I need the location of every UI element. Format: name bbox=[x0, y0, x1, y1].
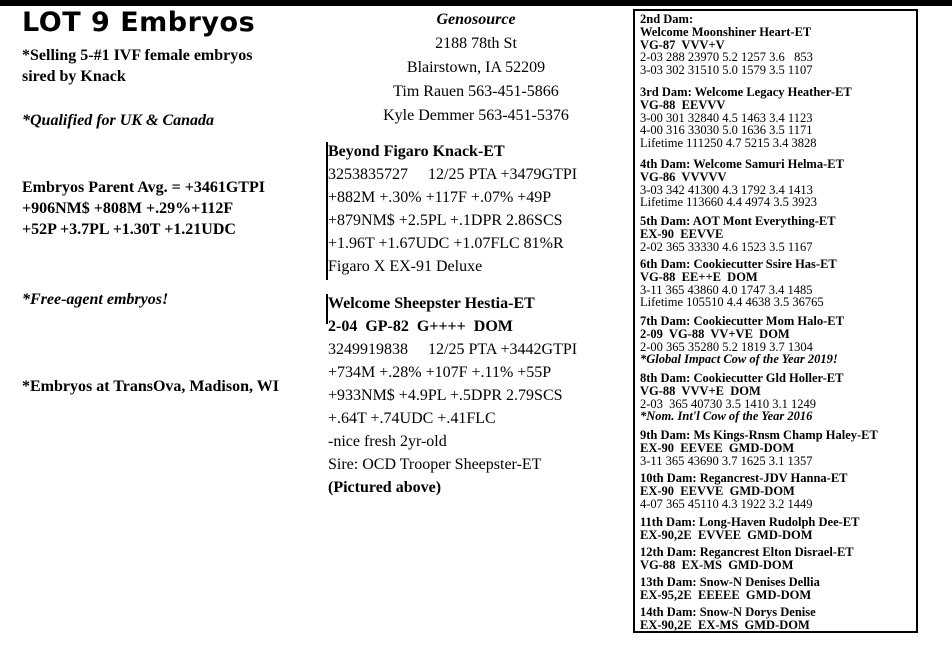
dam-13-class: EX-95,2E EEEEE GMD-DOM bbox=[640, 587, 812, 602]
top-border bbox=[0, 0, 952, 6]
sire-name: Beyond Figaro Knack-ET bbox=[328, 143, 505, 160]
dam-10-class: EX-90 EEVVE GMD-DOM bbox=[640, 483, 795, 498]
contact-block bbox=[324, 8, 628, 128]
dam-5 bbox=[640, 215, 836, 253]
dam-10 bbox=[640, 472, 848, 510]
dam-6-record: Lifetime 105510 4.4 4638 3.5 36765 bbox=[640, 295, 824, 310]
dam-6-name: 6th Dam: Cookiecutter Ssire Has-ET bbox=[640, 257, 837, 271]
dam-7-class: 2-09 VG-88 VV+VE DOM bbox=[640, 326, 790, 341]
dam-7-record: 2-00 365 35280 5.2 1819 3.7 1304 bbox=[640, 339, 813, 354]
dam-5-class: EX-90 EEVVE bbox=[640, 226, 724, 241]
sire-line-3: +879NM$ +2.5PL +.1DPR 2.86SCS bbox=[328, 212, 563, 229]
company-name: Genosource bbox=[436, 11, 516, 28]
dam-4-record: Lifetime 113660 4.4 4974 3.5 3923 bbox=[640, 195, 817, 210]
dam-11-class: EX-90,2E EVVEE GMD-DOM bbox=[640, 527, 813, 542]
address-line-1: 2188 78th St bbox=[435, 35, 517, 52]
dam-name: Welcome Sheepster Hestia-ET bbox=[328, 295, 535, 312]
dam-2-heading: 2nd Dam: bbox=[640, 12, 694, 26]
dam-3 bbox=[640, 86, 852, 150]
dam-2-record: 3-03 302 31510 5.0 1579 3.5 1107 bbox=[640, 63, 813, 78]
location-note: *Embryos at TransOva, Madison, WI bbox=[22, 378, 279, 395]
dam-7-award: *Global Impact Cow of the Year 2019! bbox=[640, 352, 838, 367]
dam-14 bbox=[640, 606, 816, 632]
dam-6-record: 3-11 365 43860 4.0 1747 3.4 1485 bbox=[640, 282, 813, 297]
dam-2 bbox=[640, 13, 813, 77]
dam-2-record: 2-03 288 23970 5.2 1257 3.6 853 bbox=[640, 50, 813, 65]
dam-8-award: *Nom. Int'l Cow of the Year 2016 bbox=[640, 409, 813, 424]
parent-avg-line-2: +906NM$ +808M +.29%+112F bbox=[22, 200, 234, 217]
dam-4-record: 3-03 342 41300 4.3 1792 3.4 1413 bbox=[640, 182, 813, 197]
lot-summary bbox=[22, 7, 322, 395]
dam-9-name: 9th Dam: Ms Kings-Rnsm Champ Haley-ET bbox=[640, 428, 878, 442]
dam-note: (Pictured above) bbox=[328, 479, 442, 496]
dam-2-class: VG-87 VVV+V bbox=[640, 37, 725, 52]
dam-9-class: EX-90 EEVEE GMD-DOM bbox=[640, 440, 795, 455]
sire-block bbox=[328, 140, 577, 278]
dam-line-1: 3249919838 12/25 PTA +3442GTPI bbox=[328, 341, 578, 358]
dam-7-name: 7th Dam: Cookiecutter Mom Halo-ET bbox=[640, 314, 844, 328]
dam-3-class: VG-88 EEVVV bbox=[640, 97, 726, 112]
dam-2-name: Welcome Moonshiner Heart-ET bbox=[640, 24, 812, 39]
dam-8-record: 2-03 365 40730 3.5 1410 3.1 1249 bbox=[640, 396, 817, 411]
sire-line-1: 3253835727 12/25 PTA +3479GTPI bbox=[328, 166, 578, 183]
dam-9-record: 3-11 365 43690 3.7 1625 3.1 1357 bbox=[640, 453, 813, 468]
qualified-note: *Qualified for UK & Canada bbox=[22, 112, 215, 129]
sire-line-4: +1.96T +1.67UDC +1.07FLC 81%R bbox=[328, 235, 564, 252]
dam-6 bbox=[640, 258, 837, 309]
dam-3-record: Lifetime 111250 4.7 5215 3.4 3828 bbox=[640, 136, 817, 151]
dam-12-name: 12th Dam: Regancrest Elton Disrael-ET bbox=[640, 545, 854, 559]
dam-10-name: 10th Dam: Regancrest-JDV Hanna-ET bbox=[640, 471, 848, 485]
dam-8 bbox=[640, 372, 843, 423]
pedigree-box bbox=[633, 9, 918, 633]
parent-avg-line-1: Embryos Parent Avg. = +3461GTPI bbox=[22, 179, 265, 196]
dam-4 bbox=[640, 158, 844, 209]
dam-line-3: +933NM$ +4.9PL +.5DPR 2.79SCS bbox=[328, 387, 563, 404]
dam-12 bbox=[640, 546, 854, 572]
contact-person-2: Kyle Demmer 563-451-5376 bbox=[383, 107, 569, 124]
dam-11 bbox=[640, 516, 859, 542]
dam-3-record: 3-00 301 32840 4.5 1463 3.4 1123 bbox=[640, 110, 813, 125]
address-line-2: Blairstown, IA 52209 bbox=[406, 59, 546, 76]
dam-8-class: VG-88 VVV+E DOM bbox=[640, 383, 761, 398]
dam-7 bbox=[640, 315, 844, 366]
dam-5-record: 2-02 365 33330 4.6 1523 3.5 1167 bbox=[640, 239, 813, 254]
sire-pedigree: Figaro X EX-91 Deluxe bbox=[328, 258, 483, 275]
dam-3-name: 3rd Dam: Welcome Legacy Heather-ET bbox=[640, 85, 852, 99]
dam-8-name: 8th Dam: Cookiecutter Gld Holler-ET bbox=[640, 371, 844, 385]
dam-6-class: VG-88 EE++E DOM bbox=[640, 269, 758, 284]
dam-4-name: 4th Dam: Welcome Samuri Helma-ET bbox=[640, 157, 844, 171]
lot-title: LOT 9 Embryos bbox=[22, 7, 256, 38]
contact-person-1: Tim Rauen 563-451-5866 bbox=[393, 83, 559, 100]
dam-10-record: 4-07 365 45110 4.3 1922 3.2 1449 bbox=[640, 496, 813, 511]
sire-dam-column bbox=[324, 8, 628, 496]
dam-14-name: 14th Dam: Snow-N Dorys Denise bbox=[640, 605, 816, 619]
dam-13 bbox=[640, 576, 820, 602]
parent-avg-line-3: +52P +3.7PL +1.30T +1.21UDC bbox=[22, 221, 236, 238]
sire-line-2: +882M +.30% +117F +.07% +49P bbox=[328, 189, 552, 206]
dam-9 bbox=[640, 429, 878, 467]
dam-line-2: +734M +.28% +107F +.11% +55P bbox=[328, 364, 552, 381]
dam-classification: 2-04 GP-82 G++++ DOM bbox=[328, 318, 513, 335]
dam-13-name: 13th Dam: Snow-N Denises Dellia bbox=[640, 575, 820, 589]
dam-3-record: 4-00 316 33030 5.0 1636 3.5 1171 bbox=[640, 123, 813, 138]
selling-line-1: *Selling 5-#1 IVF female embryos bbox=[22, 47, 253, 64]
dam-4-class: VG-86 VVVVV bbox=[640, 169, 727, 184]
dam-5-name: 5th Dam: AOT Mont Everything-ET bbox=[640, 214, 836, 228]
dam-block bbox=[328, 292, 577, 499]
dam-line-4: +.64T +.74UDC +.41FLC bbox=[328, 410, 496, 427]
dam-14-class: EX-90,2E EX-MS GMD-DOM bbox=[640, 617, 810, 632]
free-agent-note: *Free-agent embryos! bbox=[22, 291, 169, 308]
dam-line-6: Sire: OCD Trooper Sheepster-ET bbox=[328, 456, 542, 473]
dam-line-5: -nice fresh 2yr-old bbox=[328, 433, 447, 450]
dam-11-name: 11th Dam: Long-Haven Rudolph Dee-ET bbox=[640, 515, 860, 529]
dam-12-class: VG-88 EX-MS GMD-DOM bbox=[640, 557, 794, 572]
selling-line-2: sired by Knack bbox=[22, 68, 126, 85]
